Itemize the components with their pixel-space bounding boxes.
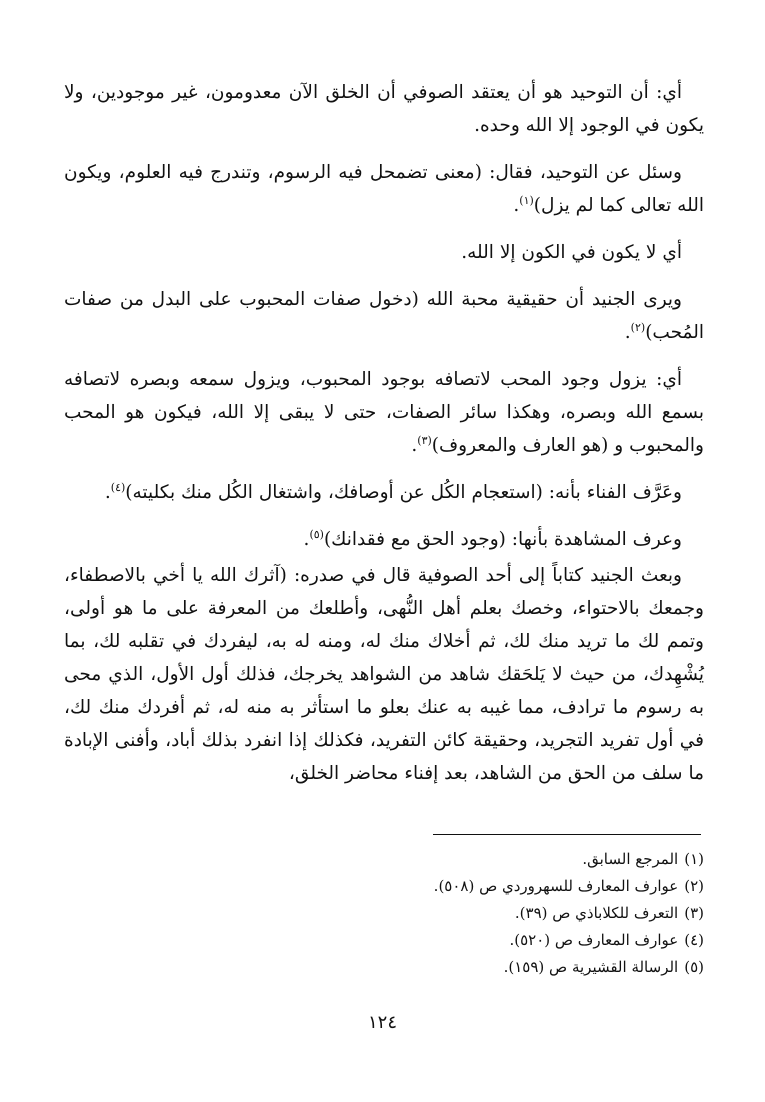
footnote-ref-2: (٢) — [630, 320, 646, 334]
footnote-2-number: (٢) — [684, 877, 704, 895]
paragraph-3 — [64, 236, 704, 269]
paragraph-4 — [64, 283, 704, 349]
paragraph-4-text: ويرى الجنيد أن حقيقية محبة الله (دخول صفات المحبوب على البدل من صفات المُحب) — [64, 289, 704, 343]
paragraph-3-text: أي لا يكون في الكون إلا الله. — [461, 242, 682, 263]
main-text — [64, 76, 704, 804]
footnote-5 — [64, 954, 704, 981]
paragraph-1 — [64, 76, 704, 142]
paragraph-8-text: وبعث الجنيد كتاباً إلى أحد الصوفية قال في صدره: (آثرك الله يا أخي بالاصطفاء، وجمعك بالاحتواء، وخصك بعلم أهل النُّهى، وأطلعك من المعرفة على ما هو أولى، وتمم لك ما تريد منك لك، ثم أخلاك منك له، ومنه له به، ليفردك في تقلبه لك، بما يُشْهِدك، من حيث لا يَلحَقك شاهد من الشواهد يخرجك، فذلك أول الأول، الذي محى به رسوم ما ترادف، مما غيبه به عنك بعلو ما استأثر به منه له، ثم أفردك منك لك، في أول تفريد التجريد، وحقيقة كائن التفريد، فكذلك إذا انفرد بذلك أباد، وأفنى الإبادة ما سلف من الحق من الشاهد، بعد إفناء محاضر الخلق، — [64, 565, 704, 784]
footnote-4-number: (٤) — [684, 931, 704, 949]
paragraph-5 — [64, 363, 704, 462]
footnote-2 — [64, 873, 704, 900]
paragraph-6-text: وعَرَّف الفناء بأنه: (استعجام الكُل عن أوصافك، واشتغال الكُل منك بكليته) — [125, 482, 682, 503]
paragraph-1-text: أي: أن التوحيد هو أن يعتقد الصوفي أن الخلق الآن معدومون، غير موجودين، ولا يكون في الوجود إلا الله وحده. — [64, 82, 704, 136]
paragraph-7 — [64, 523, 704, 556]
footnote-5-text: الرسالة القشيرية ص (١٥٩). — [503, 958, 679, 976]
paragraph-2-end: . — [513, 195, 520, 216]
footnote-2-text: عوارف المعارف للسهروردي ص (٥٠٨). — [433, 877, 679, 895]
footnote-ref-3: (٣) — [417, 433, 432, 447]
paragraph-6 — [64, 476, 704, 509]
page-number: ١٢٤ — [367, 1012, 397, 1033]
footnote-4 — [64, 927, 704, 954]
footnote-1-text: المرجع السابق. — [582, 850, 679, 868]
paragraph-5-text: أي: يزول وجود المحب لاتصافه بوجود المحبوب، ويزول سمعه وبصره لاتصافه بسمع الله وبصره، وهكذا سائر الصفات، حتى لا يبقى إلا الله، فيكون هو المحب والمحبوب و (هو العارف والمعروف) — [64, 369, 704, 456]
footnote-3 — [64, 900, 704, 927]
footnote-ref-1: (١) — [519, 193, 534, 207]
paragraph-7-end: . — [303, 529, 310, 550]
paragraph-4-end: . — [624, 322, 631, 343]
footnote-1 — [64, 846, 704, 873]
footnotes — [64, 846, 704, 981]
paragraph-2-text: وسئل عن التوحيد، فقال: (معنى تضمحل فيه الرسوم، وتندرج فيه العلوم، ويكون الله تعالى كما لم يزل) — [64, 162, 704, 216]
footnote-3-number: (٣) — [684, 904, 704, 922]
footnote-ref-4: (٤) — [110, 480, 126, 494]
paragraph-8 — [64, 559, 704, 790]
footnote-3-text: التعرف للكلاباذي ص (٣٩). — [514, 904, 679, 922]
paragraph-6-end: . — [104, 482, 111, 503]
footnote-divider — [433, 834, 701, 835]
paragraph-5-end: . — [411, 435, 418, 456]
paragraph-7-text: وعرف المشاهدة بأنها: (وجود الحق مع فقدانك) — [323, 529, 682, 550]
footnote-4-text: عوارف المعارف ص (٥٢٠). — [509, 931, 679, 949]
footnote-5-number: (٥) — [684, 958, 704, 976]
footnote-ref-5: (٥) — [309, 527, 324, 541]
paragraph-2 — [64, 156, 704, 222]
footnote-1-number: (١) — [684, 850, 704, 868]
